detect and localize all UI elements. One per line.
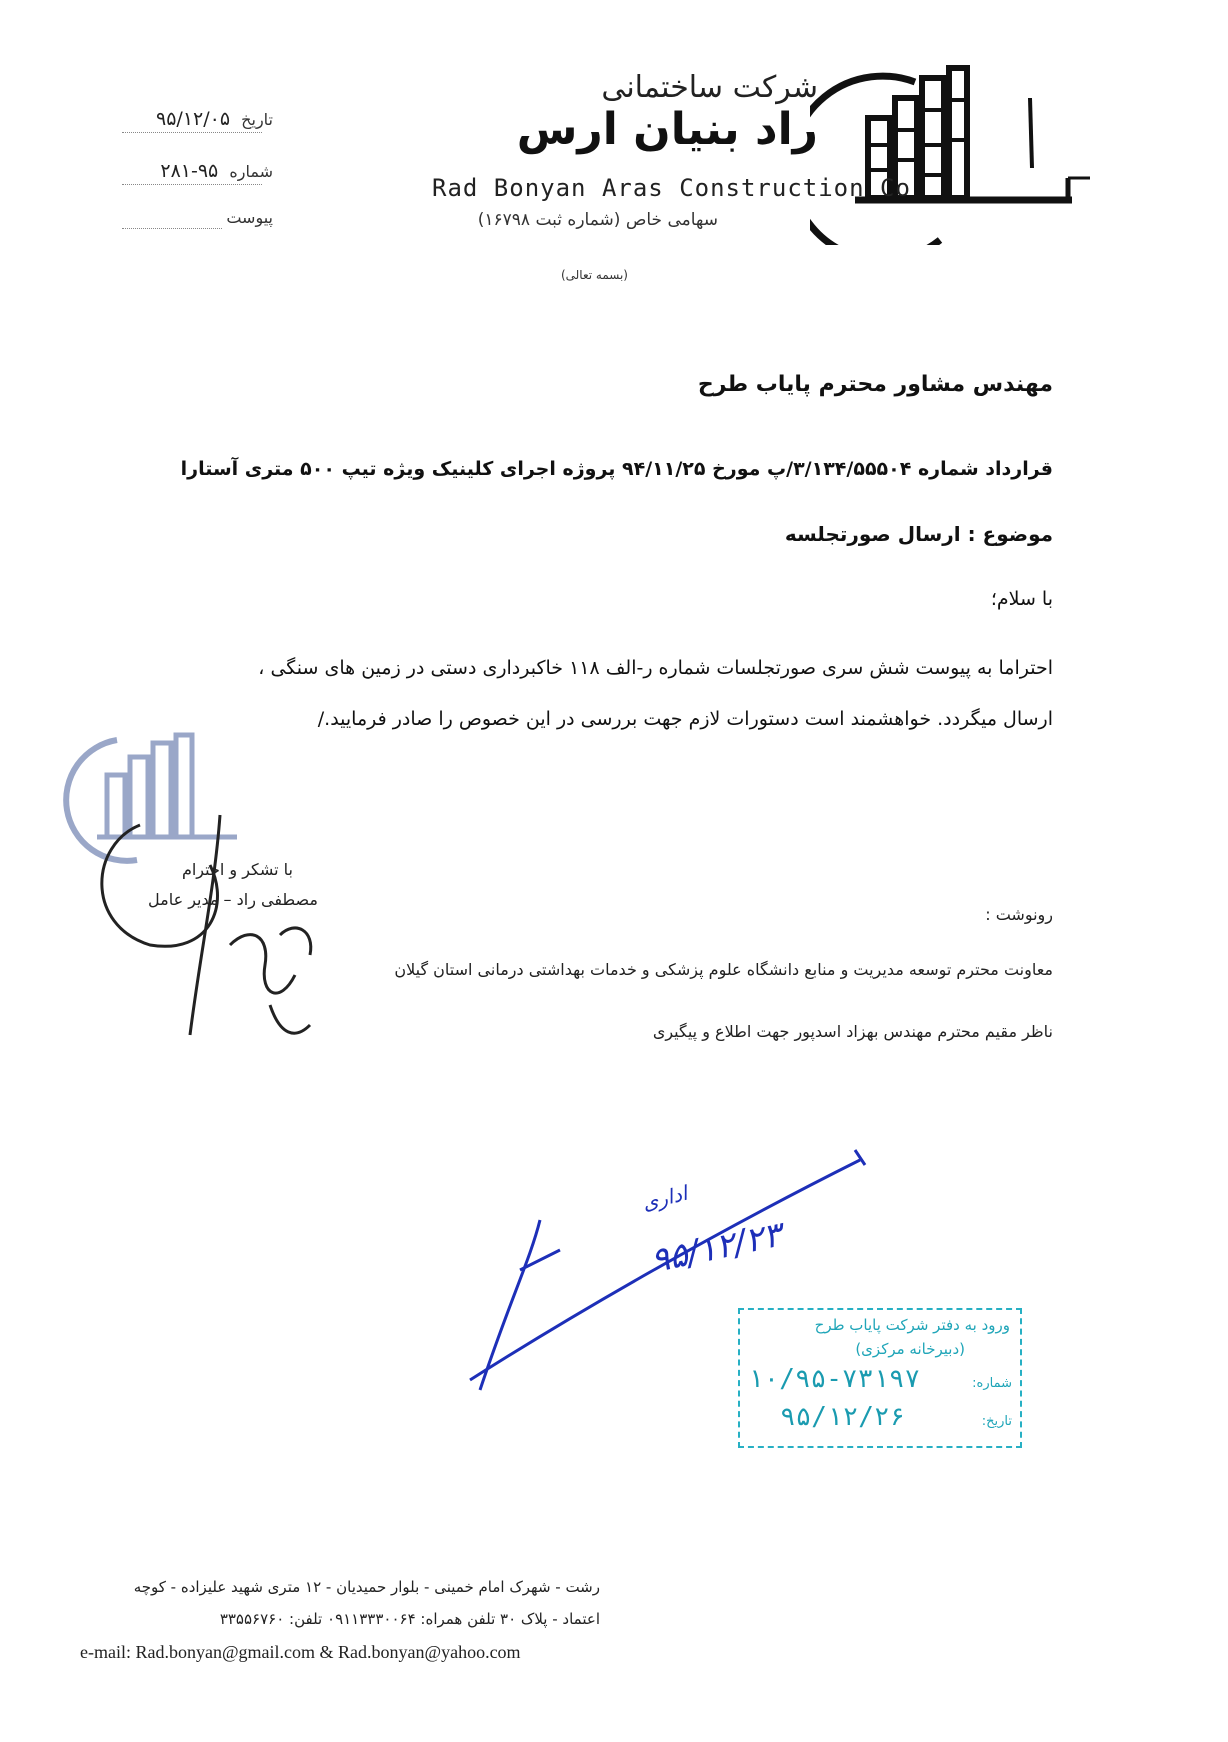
stamp-number-value: ۱۰/۹۵-۷۳۱۹۷ (748, 1364, 921, 1394)
signature (80, 805, 340, 1045)
handwritten-note: اداری (639, 1180, 690, 1216)
company-name-english: Rad Bonyan Aras Construction Co (432, 174, 911, 202)
subject: موضوع : ارسال صورتجلسه (784, 522, 1053, 546)
number-value: ۹۵-۲۸۱ (160, 160, 219, 182)
stamp-date-value: ۹۵/۱۲/۲۶ (780, 1402, 906, 1432)
date-field (156, 108, 273, 130)
body-line-2: ارسال میگردد. خواهشمند است دستورات لازم جهت بررسی در این خصوص را صادر فرمایید./ (317, 708, 1053, 730)
stamp-line-1: ورود به دفتر شرکت پایاب طرح (814, 1316, 1010, 1334)
signer: مصطفی راد – مدیر عامل (148, 890, 318, 909)
footer-address-2: اعتماد - پلاک ۳۰ تلفن همراه: ۰۹۱۱۳۳۳۰۰۶۴ تلفن: ۳۳۵۵۶۷۶۰ (219, 1610, 600, 1628)
bismillah: (بسمه تعالی) (560, 268, 628, 282)
greeting: با سلام؛ (990, 588, 1053, 610)
company-registration: سهامی خاص (شماره ثبت ۱۶۷۹۸) (477, 210, 718, 230)
recipient: مهندس مشاور محترم پایاب طرح (697, 372, 1053, 397)
registry-stamp (738, 1308, 1022, 1448)
footer-address-1: رشت - شهرک امام خمینی - بلوار حمیدیان - ۱۲ متری شهید علیزاده - کوچه (133, 1578, 600, 1596)
stamp-date-label: تاریخ: (981, 1414, 1012, 1429)
contract-line: قرارداد شماره ۳/۱۳۴/۵۵۵۰۴/پ مورخ ۹۴/۱۱/۲۵ پروژه اجرای کلینیک ویژه تیپ ۵۰۰ متری آستارا (180, 458, 1053, 480)
handwritten-date: ۹۵/۱۲/۲۳ (647, 1214, 786, 1282)
stamp-line-2: (دبیرخانه مرکزی) (855, 1340, 965, 1358)
number-label: شماره (229, 162, 273, 181)
body-line-1: احتراما به پیوست شش سری صورتجلسات شماره ر-الف ۱۱۸ خاکبرداری دستی در زمین های سنگی ، (258, 657, 1053, 679)
date-value: ۹۵/۱۲/۰۵ (156, 108, 231, 130)
closing: با تشکر و احترام (181, 860, 293, 879)
company-logo (810, 60, 1155, 245)
company-name-top: شرکت ساختمانی (601, 70, 818, 105)
company-name-main: راد بنیان ارس (516, 104, 818, 155)
stamp-number-label: شماره: (972, 1376, 1012, 1391)
cc-title: رونوشت : (985, 905, 1053, 924)
attachment-label: پیوست (226, 208, 273, 227)
footer-email: e-mail: Rad.bonyan@gmail.com & Rad.bonyan@yahoo.com (80, 1642, 521, 1662)
cc-recipient-1: معاونت محترم توسعه مدیریت و منابع دانشگاه علوم پزشکی و خدمات بهداشتی درمانی استان گیلان (394, 960, 1053, 979)
attachment-field (226, 208, 273, 227)
cc-recipient-2: ناظر مقیم محترم مهندس بهزاد اسدپور جهت اطلاع و پیگیری (652, 1022, 1053, 1041)
number-field (160, 160, 273, 182)
date-label: تاریخ (241, 110, 273, 129)
